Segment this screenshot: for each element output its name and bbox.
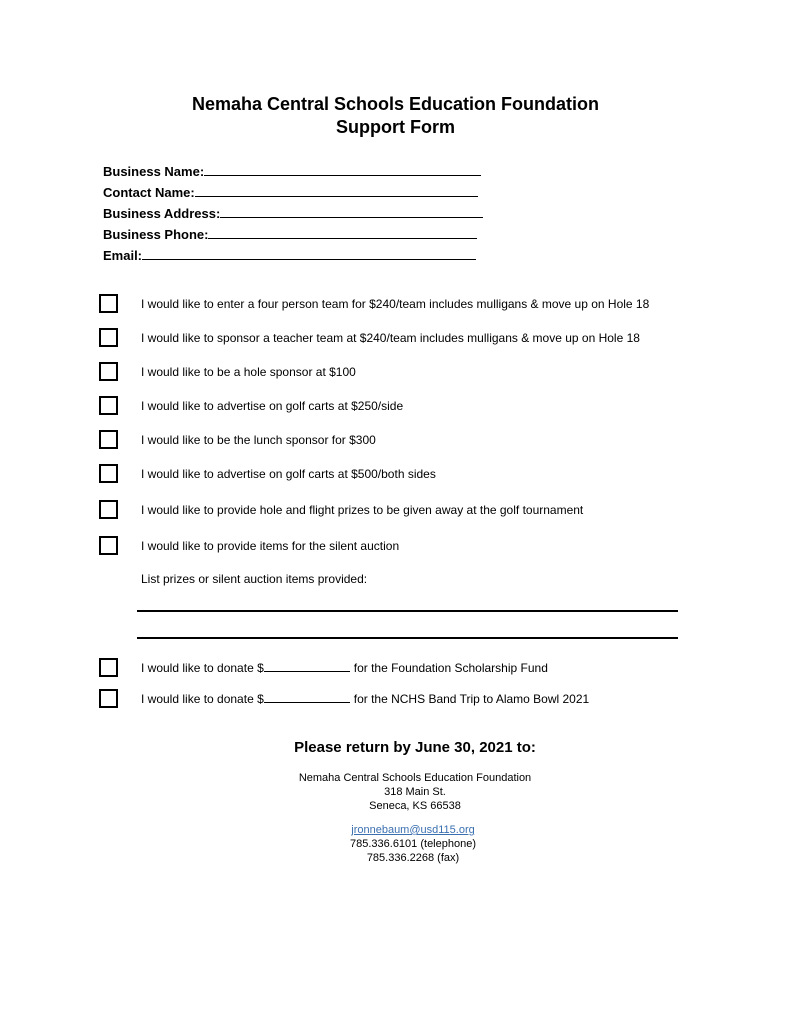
option-label-team: I would like to enter a four person team for $240/team includes mulligans & move up on Hole 18 [141, 297, 650, 311]
donation-row-band-trip [141, 691, 589, 706]
business-address-field[interactable] [103, 204, 483, 222]
business-name-label: Business Name: [103, 164, 205, 179]
option-checkbox-silent-auction[interactable] [99, 536, 118, 555]
donation-row-scholarship [141, 660, 548, 675]
business-address-input-line[interactable] [220, 204, 483, 218]
business-name-input-line[interactable] [204, 162, 481, 176]
prizes-line-1[interactable] [137, 610, 678, 612]
return-email-row [263, 823, 563, 837]
contact-name-label: Contact Name: [103, 185, 195, 200]
donation-amount-blank[interactable] [264, 691, 350, 703]
return-org: Nemaha Central Schools Education Foundation [298, 772, 532, 784]
option-label-golf-carts-both: I would like to advertise on golf carts at $500/both sides [141, 467, 436, 481]
email-label: Email: [103, 248, 143, 263]
business-phone-field[interactable] [103, 225, 477, 243]
donation-prefix: I would like to donate $ [141, 692, 264, 706]
business-name-field[interactable] [103, 162, 481, 180]
business-phone-input-line[interactable] [208, 225, 477, 239]
option-checkbox-prizes[interactable] [99, 500, 118, 519]
donation-amount-blank[interactable] [264, 660, 350, 672]
option-label-silent-auction: I would like to provide items for the silent auction [141, 539, 400, 553]
option-label-hole-sponsor: I would like to be a hole sponsor at $100 [141, 365, 356, 379]
donation-checkbox-scholarship[interactable] [99, 658, 118, 677]
return-city: Seneca, KS 66538 [369, 800, 461, 812]
option-checkbox-golf-carts-both[interactable] [99, 464, 118, 483]
return-email-link[interactable]: jronnebaum@usd115.org [351, 824, 475, 836]
prizes-line-2[interactable] [137, 637, 678, 639]
return-fax: 785.336.2268 (fax) [366, 852, 460, 864]
option-checkbox-team[interactable] [99, 294, 118, 313]
option-checkbox-golf-carts-side[interactable] [99, 396, 118, 415]
business-phone-label: Business Phone: [103, 227, 209, 242]
return-phone: 785.336.6101 (telephone) [350, 838, 476, 850]
donation-prefix: I would like to donate $ [141, 661, 264, 675]
option-checkbox-lunch-sponsor[interactable] [99, 430, 118, 449]
donation-suffix: for the NCHS Band Trip to Alamo Bowl 2021 [353, 692, 590, 706]
donation-suffix: for the Foundation Scholarship Fund [353, 661, 548, 675]
option-checkbox-teacher-team[interactable] [99, 328, 118, 347]
business-address-label: Business Address: [103, 206, 221, 221]
option-label-teacher-team: I would like to sponsor a teacher team at $240/team includes mulligans & move up on Hole 18 [141, 331, 640, 345]
option-label-prizes: I would like to provide hole and flight prizes to be given away at the golf tournament [141, 503, 584, 517]
email-input-line[interactable] [142, 246, 476, 260]
contact-name-input-line[interactable] [195, 183, 478, 197]
list-prizes-label: List prizes or silent auction items provided: [141, 572, 368, 586]
form-subtitle: Support Form [336, 117, 455, 137]
return-heading: Please return by June 30, 2021 to: [294, 739, 536, 756]
option-label-golf-carts-side: I would like to advertise on golf carts at $250/side [141, 399, 404, 413]
email-field[interactable] [103, 246, 476, 264]
contact-name-field[interactable] [103, 183, 478, 201]
return-street: 318 Main St. [384, 786, 446, 798]
option-label-lunch-sponsor: I would like to be the lunch sponsor for $300 [141, 433, 376, 447]
option-checkbox-hole-sponsor[interactable] [99, 362, 118, 381]
donation-checkbox-band-trip[interactable] [99, 689, 118, 708]
form-title: Nemaha Central Schools Education Foundation [191, 94, 600, 114]
